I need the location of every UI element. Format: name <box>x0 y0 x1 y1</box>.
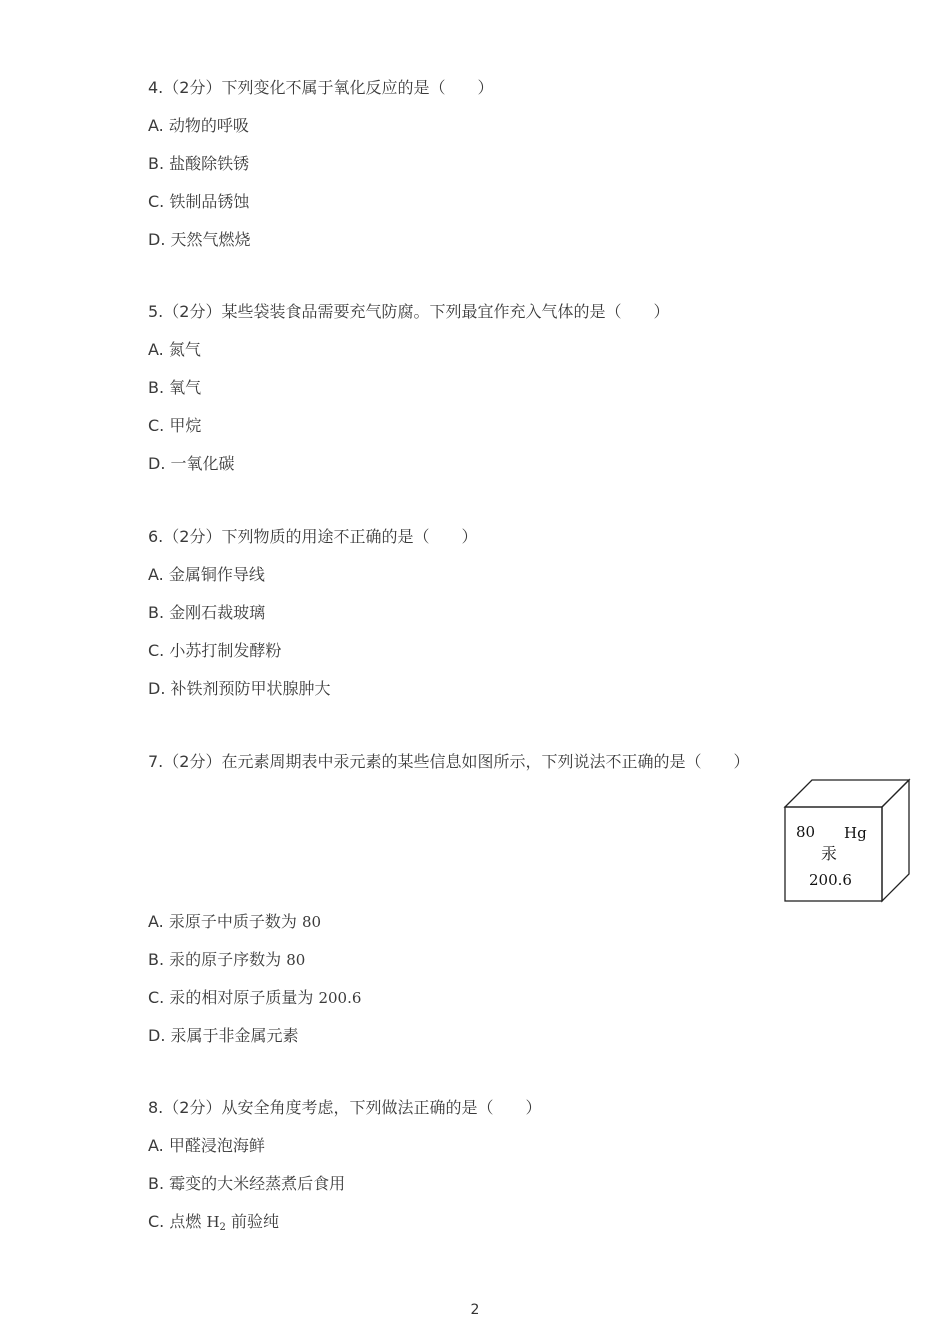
element-symbol: Hg <box>844 824 867 842</box>
question-5-option-b[interactable]: B. 氧气 <box>148 378 202 397</box>
question-4-option-c[interactable]: C. 铁制品锈蚀 <box>148 192 250 211</box>
mercury-element-card <box>782 777 912 905</box>
question-5-option-d[interactable]: D. 一氧化碳 <box>148 454 235 473</box>
option-text-before: C. 点燃 <box>148 1212 202 1231</box>
question-6-option-c[interactable]: C. 小苏打制发酵粉 <box>148 641 282 660</box>
option-value: 200.6 <box>318 989 362 1007</box>
question-7-option-c[interactable] <box>148 988 361 1008</box>
element-atomic-number: 80 <box>796 823 816 841</box>
question-8-option-a[interactable]: A. 甲醛浸泡海鲜 <box>148 1136 265 1155</box>
question-5-option-a[interactable]: A. 氮气 <box>148 340 201 359</box>
question-7-option-a[interactable] <box>148 912 321 932</box>
question-4-option-a[interactable]: A. 动物的呼吸 <box>148 116 249 135</box>
option-text-after: 前验纯 <box>231 1212 280 1231</box>
question-7-option-b[interactable] <box>148 950 305 970</box>
question-6-stem: 6.（2分）下列物质的用途不正确的是（ ） <box>148 527 478 546</box>
question-5-stem: 5.（2分）某些袋装食品需要充气防腐。下列最宜作充入气体的是（ ） <box>148 302 670 321</box>
formula-subscript: 2 <box>219 1222 226 1233</box>
chemical-formula <box>206 1213 225 1231</box>
question-6-option-d[interactable]: D. 补铁剂预防甲状腺肿大 <box>148 679 331 698</box>
element-atomic-mass: 200.6 <box>809 871 852 889</box>
cube-side-face <box>882 780 909 901</box>
question-6-option-a[interactable]: A. 金属铜作导线 <box>148 565 265 584</box>
question-8-stem: 8.（2分）从安全角度考虑，下列做法正确的是（ ） <box>148 1098 542 1117</box>
page-number: 2 <box>470 1302 480 1318</box>
option-text: B. 汞的原子序数为 <box>148 950 282 969</box>
cube-top-face <box>785 780 909 807</box>
question-4-option-b[interactable]: B. 盐酸除铁锈 <box>148 154 250 173</box>
option-text: D. 汞属于非金属元素 <box>148 1026 299 1045</box>
question-5-option-c[interactable]: C. 甲烷 <box>148 416 202 435</box>
option-text: C. 汞的相对原子质量为 <box>148 988 314 1007</box>
question-4-stem: 4.（2分）下列变化不属于氧化反应的是（ ） <box>148 78 494 97</box>
option-text: A. 汞原子中质子数为 <box>148 912 297 931</box>
question-6-option-b[interactable]: B. 金刚石裁玻璃 <box>148 603 266 622</box>
option-value: 80 <box>301 913 322 931</box>
element-name: 汞 <box>821 844 838 863</box>
question-8-option-c[interactable] <box>148 1212 279 1238</box>
question-7-option-d[interactable] <box>148 1026 299 1046</box>
question-4-option-d[interactable]: D. 天然气燃烧 <box>148 230 251 249</box>
option-value: 80 <box>286 951 306 969</box>
question-7-stem: 7.（2分）在元素周期表中汞元素的某些信息如图所示，下列说法不正确的是（ ） <box>148 752 750 771</box>
formula-symbol: H <box>206 1213 220 1231</box>
question-8-option-b[interactable]: B. 霉变的大米经蒸煮后食用 <box>148 1174 346 1193</box>
